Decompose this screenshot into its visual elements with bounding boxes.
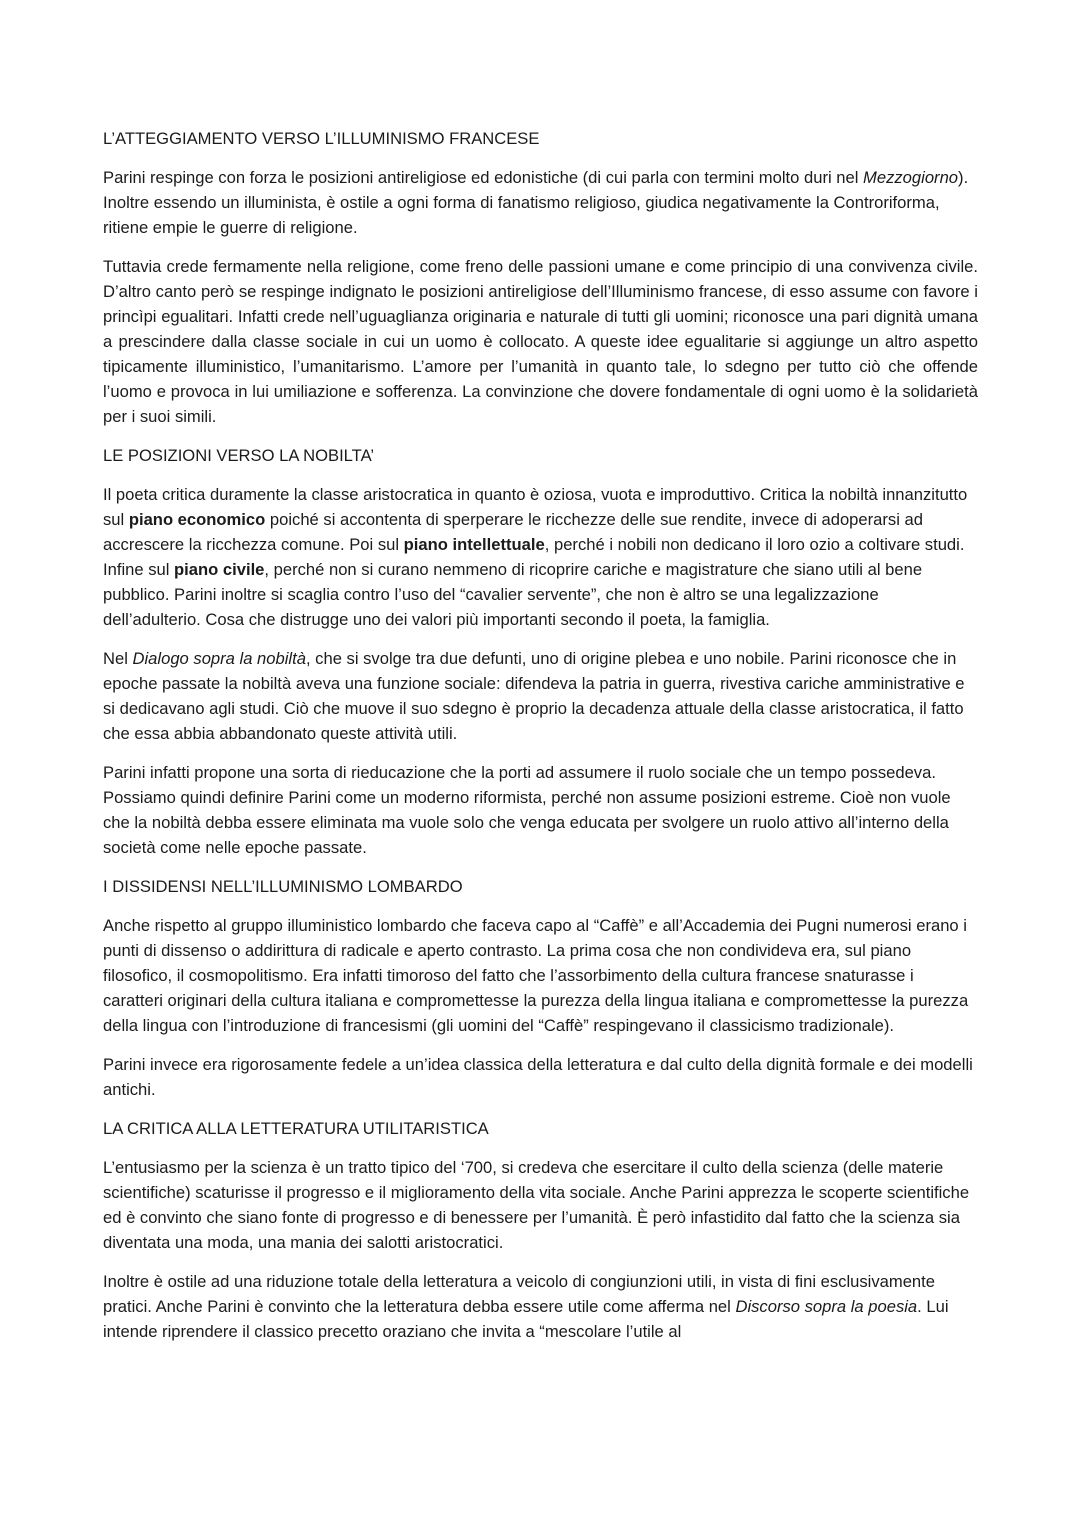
- section-heading: LA CRITICA ALLA LETTERATURA UTILITARISTICA: [103, 1119, 489, 1138]
- paragraph: [103, 646, 978, 746]
- paragraph: [103, 1155, 978, 1255]
- section-heading: LE POSIZIONI VERSO LA NOBILTA’: [103, 446, 375, 465]
- paragraph: [103, 913, 978, 1038]
- text-run: , che si svolge tra due defunti, uno di origine plebea e uno nobile. Parini riconosce che in epoche passate la nobiltà aveva una funzione sociale: difendeva la patria in guerra, rivestiva cariche amministrative e si dedicavano agli studi. Ciò che muove il suo sdegno è proprio la decadenza attuale della classe aristocratica, il fatto che essa abbia abbandonato queste attività utili.: [103, 649, 965, 743]
- text-run: Inoltre è ostile ad una riduzione totale della letteratura a veicolo di congiunzioni utili, in vista di fini esclusivamente pratici. Anche Parini è convinto che la letteratura debba essere utile come afferma nel: [103, 1272, 936, 1316]
- text-run: , perché non si curano nemmeno di ricoprire cariche e magistrature che siano utili al bene pubblico. Parini inoltre si scaglia contro l’uso del “cavalier servente”, che non è altro se una legalizzazione dell’adulterio. Cosa che distrugge uno dei valori più importanti secondo il poeta, la famiglia.: [103, 560, 923, 629]
- section-heading: L’ATTEGGIAMENTO VERSO L’ILLUMINISMO FRANCESE: [103, 129, 540, 148]
- italic-title: Discorso sopra la poesia: [735, 1297, 918, 1316]
- text-run: Anche rispetto al gruppo illuministico lombardo che faceva capo al “Caffè” e all’Accademia dei Pugni numerosi erano i punti di dissenso o addirittura di radicale e aperto contrasto. La prima cosa che non condivideva era, sul piano filosofico, il cosmopolitismo. Era infatti timoroso del fatto che l’assorbimento della cultura francese snaturasse i caratteri originari della cultura italiana e compromettesse la purezza della lingua italiana e compromettesse la purezza della lingua con l’introduzione di francesismi (gli uomini del “Caffè” respingevano il classicismo tradizionale).: [103, 916, 969, 1035]
- text-run: Parini respinge con forza le posizioni antireligiose ed edonistiche (di cui parla con termini molto duri nel: [103, 168, 864, 187]
- text-run: Nel: [103, 649, 133, 668]
- text-run: L’entusiasmo per la scienza è un tratto tipico del ‘700, si credeva che esercitare il culto della scienza (delle materie scientifiche) scaturisse il progresso e il miglioramento della vita sociale. Anche Parini apprezza le scoperte scientifiche ed è convinto che siano fonte di progresso e di benessere per l’umanità. È però infastidito dal fatto che la scienza sia diventata una moda, una mania dei salotti aristocratici.: [103, 1158, 970, 1252]
- text-run: poiché si accontenta di sperperare le ricchezze delle sue rendite, invece di adoperarsi ad accrescere la ricchezza comune. Poi sul: [103, 510, 923, 554]
- paragraph: [103, 254, 978, 429]
- paragraph: [103, 760, 978, 860]
- section-heading: I DISSIDENSI NELL’ILLUMINISMO LOMBARDO: [103, 877, 463, 896]
- paragraph: [103, 165, 978, 240]
- text-run: Il poeta critica duramente la classe aristocratica in quanto è oziosa, vuota e improduttivo. Critica la nobiltà innanzitutto sul: [103, 485, 968, 529]
- text-run: Tuttavia crede fermamente nella religione, come freno delle passioni umane e come principio di una convivenza civile. D’altro canto però se respinge indignato le posizioni antireligiose dell’Illuminismo francese, di esso assume con favore i princìpi egualitari. Infatti crede nell’uguaglianza originaria e naturale di tutti gli uomini; riconosce una pari dignità umana a prescindere dalla classe sociale in cui un uomo è collocato. A queste idee egualitarie si aggiunge un altro aspetto tipicamente illuministico, l’umanitarismo. L’amore per l’umanità in quanto tale, lo sdegno per tutto ciò che offende l’uomo e provoca in lui umiliazione e sofferenza. La convinzione che dovere fondamentale di ogni uomo è la solidarietà per i suoi simili.: [103, 257, 978, 426]
- bold-term: piano economico: [128, 510, 266, 529]
- text-run: Parini invece era rigorosamente fedele a un’idea classica della letteratura e dal culto della dignità formale e dei modelli antichi.: [103, 1055, 973, 1099]
- text-run: , perché i nobili non dedicano il loro ozio a coltivare studi. Infine sul: [103, 535, 965, 579]
- text-run: Parini infatti propone una sorta di rieducazione che la porti ad assumere il ruolo sociale che un tempo possedeva. Possiamo quindi definire Parini come un moderno riformista, perché non assume posizioni estreme. Cioè non vuole che la nobiltà debba essere eliminata ma vuole solo che venga educata per svolgere un ruolo attivo all’interno della società come nelle epoche passate.: [103, 763, 951, 857]
- bold-term: piano intellettuale: [403, 535, 545, 554]
- italic-title: Dialogo sopra la nobiltà: [132, 649, 306, 668]
- paragraph: [103, 1052, 978, 1102]
- paragraph: [103, 482, 978, 632]
- text-run: ). Inoltre essendo un illuminista, è ostile a ogni forma di fanatismo religioso, giudica negativamente la Controriforma, ritiene empie le guerre di religione.: [103, 168, 969, 237]
- text-run: . Lui intende riprendere il classico precetto oraziano che invita a “mescolare l’utile al: [103, 1297, 949, 1341]
- paragraph: [103, 1269, 978, 1344]
- bold-term: piano civile: [174, 560, 265, 579]
- italic-title: Mezzogiorno: [863, 168, 959, 187]
